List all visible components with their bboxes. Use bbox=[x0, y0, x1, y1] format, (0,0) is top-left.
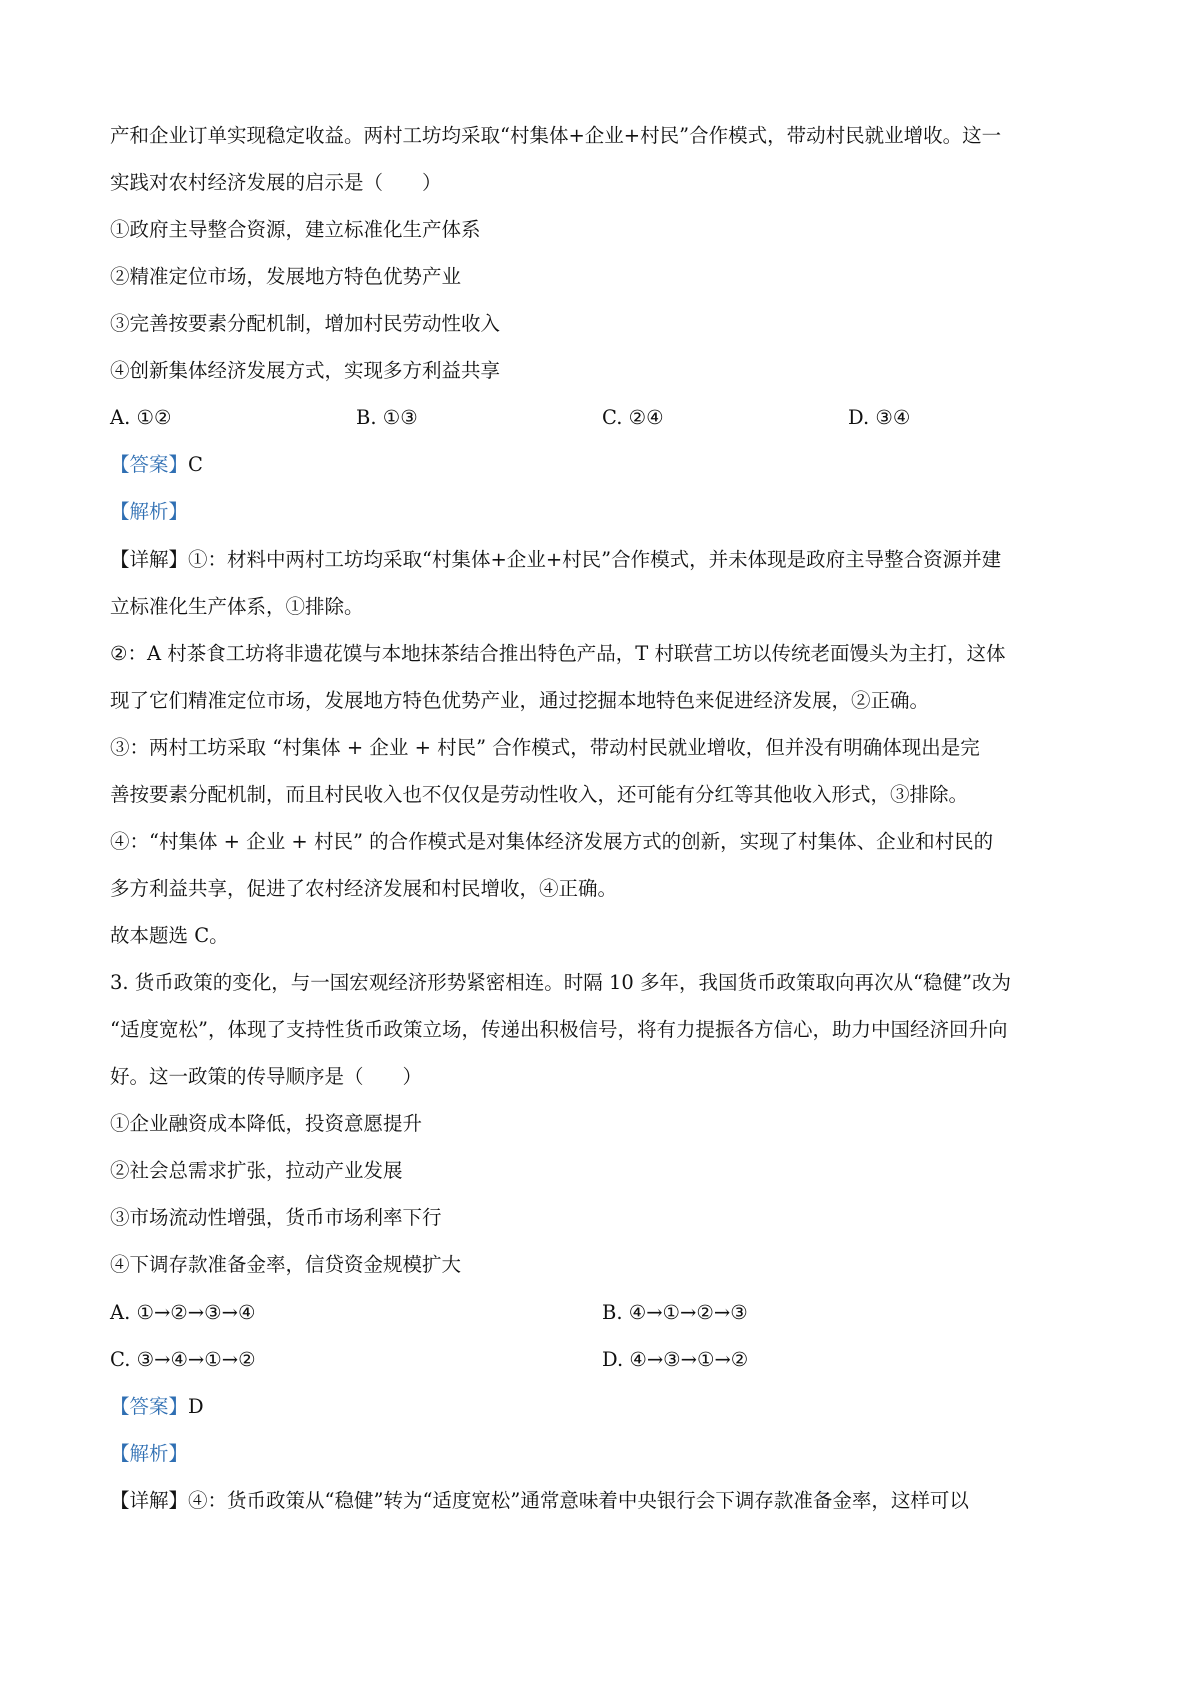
q2-option-b: B. ①③ bbox=[356, 406, 418, 429]
q3-statement-2: ②社会总需求扩张，拉动产业发展 bbox=[110, 1159, 403, 1182]
q3-option-c: C. ③→④→①→② bbox=[110, 1348, 256, 1371]
q2-option-c: C. ②④ bbox=[602, 406, 664, 429]
q3-option-d: D. ④→③→①→② bbox=[602, 1348, 749, 1371]
q2-detail-line-3: ②：A 村茶食工坊将非遗花馍与本地抹茶结合推出特色产品，T 村联营工坊以传统老面馒头为主打，这体 bbox=[110, 642, 1006, 665]
q3-stem-line-2: “适度宽松”，体现了支持性货币政策立场，传递出积极信号，将有力提振各方信心，助力中国经济回升向 bbox=[110, 1018, 1008, 1041]
q2-statement-4: ④创新集体经济发展方式，实现多方利益共享 bbox=[110, 359, 501, 382]
q2-detail-line-7: ④：“村集体 + 企业 + 村民” 的合作模式是对集体经济发展方式的创新，实现了村集体、企业和村民的 bbox=[110, 830, 994, 853]
answer-value: C bbox=[188, 453, 203, 476]
q2-conclusion: 故本题选 C。 bbox=[110, 924, 229, 947]
q2-option-a: A. ①② bbox=[110, 406, 172, 429]
detail-tag: 【详解】 bbox=[110, 1489, 189, 1512]
q3-statement-3: ③市场流动性增强，货币市场利率下行 bbox=[110, 1206, 442, 1229]
answer-tag: 【答案】 bbox=[110, 1395, 189, 1418]
q2-option-d: D. ③④ bbox=[848, 406, 911, 429]
q3-detail-line-1 bbox=[110, 1486, 969, 1516]
answer-tag: 【答案】 bbox=[110, 453, 189, 476]
q2-statement-2: ②精准定位市场，发展地方特色优势产业 bbox=[110, 265, 462, 288]
detail-text: ①：材料中两村工坊均采取“村集体+企业+村民”合作模式，并未体现是政府主导整合资源并建 bbox=[188, 548, 1002, 571]
q3-statement-1: ①企业融资成本降低，投资意愿提升 bbox=[110, 1112, 423, 1135]
q2-answer bbox=[110, 450, 203, 480]
q3-option-b: B. ④→①→②→③ bbox=[602, 1301, 748, 1324]
q2-statement-1: ①政府主导整合资源，建立标准化生产体系 bbox=[110, 218, 481, 241]
q2-analysis-tag: 【解析】 bbox=[110, 500, 189, 523]
q3-answer bbox=[110, 1392, 204, 1422]
q3-analysis-tag: 【解析】 bbox=[110, 1442, 189, 1465]
q2-detail-line-1 bbox=[110, 545, 1001, 575]
q2-detail-line-5: ③：两村工坊采取 “村集体 + 企业 + 村民” 合作模式，带动村民就业增收，但并没有明确体现出是完 bbox=[110, 736, 980, 759]
q2-detail-line-2: 立标准化生产体系，①排除。 bbox=[110, 595, 364, 618]
q3-stem-line-1: 3. 货币政策的变化，与一国宏观经济形势紧密相连。时隔 10 多年，我国货币政策取向再次从“稳健”改为 bbox=[110, 971, 1011, 994]
q3-stem-line-3: 好。这一政策的传导顺序是（ ） bbox=[110, 1065, 423, 1088]
answer-value: D bbox=[188, 1395, 204, 1418]
q2-detail-line-6: 善按要素分配机制，而且村民收入也不仅仅是劳动性收入，还可能有分红等其他收入形式，③排除。 bbox=[110, 783, 969, 806]
q2-detail-line-4: 现了它们精准定位市场，发展地方特色优势产业，通过挖掘本地特色来促进经济发展，②正确。 bbox=[110, 689, 930, 712]
q2-detail-line-8: 多方利益共享，促进了农村经济发展和村民增收，④正确。 bbox=[110, 877, 618, 900]
detail-text: ④：货币政策从“稳健”转为“适度宽松”通常意味着中央银行会下调存款准备金率，这样可以 bbox=[188, 1489, 969, 1512]
q2-stem-line-2: 实践对农村经济发展的启示是（ ） bbox=[110, 171, 442, 194]
detail-tag: 【详解】 bbox=[110, 548, 189, 571]
q2-stem-line-1: 产和企业订单实现稳定收益。两村工坊均采取“村集体+企业+村民”合作模式，带动村民就业增收。这一 bbox=[110, 124, 1002, 147]
q2-statement-3: ③完善按要素分配机制，增加村民劳动性收入 bbox=[110, 312, 501, 335]
q3-option-a: A. ①→②→③→④ bbox=[110, 1301, 256, 1324]
q3-statement-4: ④下调存款准备金率，信贷资金规模扩大 bbox=[110, 1253, 462, 1276]
